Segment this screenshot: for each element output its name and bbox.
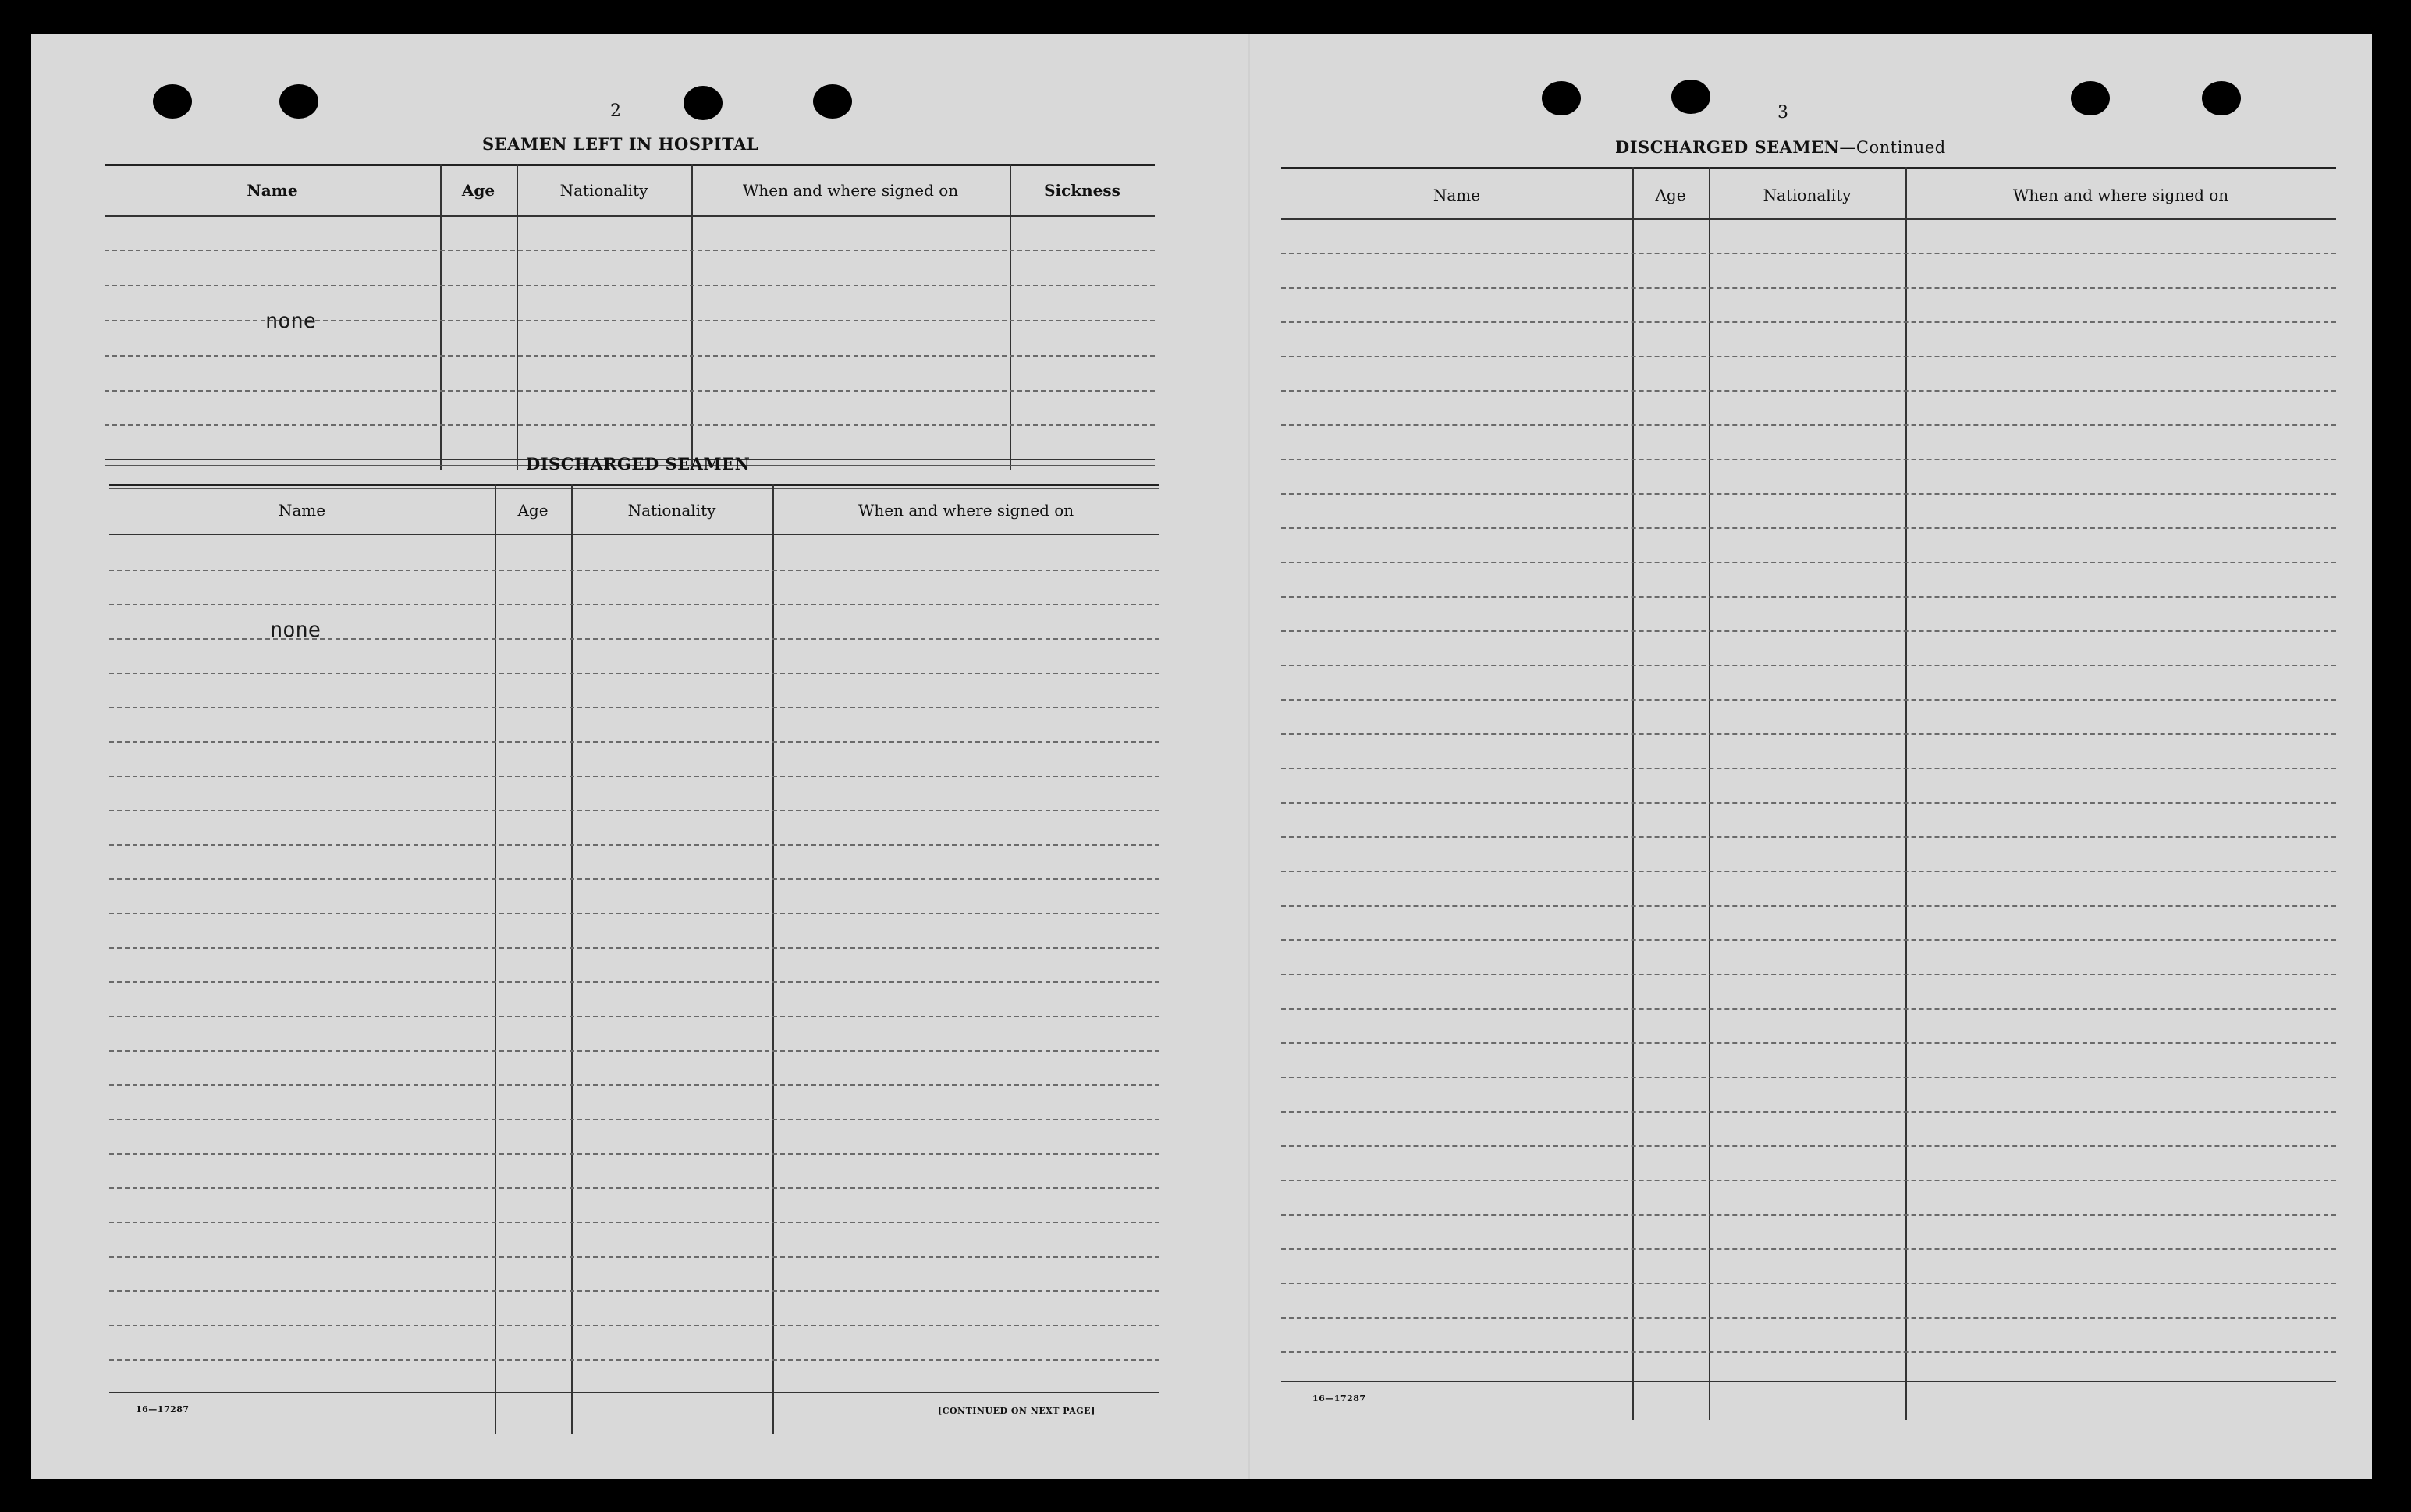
col-header-sickness: Sickness [1044,181,1120,200]
punch-hole [2071,81,2110,115]
form-number-right: 16—17287 [1312,1393,1366,1404]
col-header-signed-on: When and where signed on [858,501,1074,520]
discharged-table-left [109,484,1159,1434]
col-header-nationality: Nationality [559,181,648,200]
discharged-table-right [1281,167,2336,1420]
col-header-signed-on: When and where signed on [742,181,959,200]
hospital-entry: none [265,309,317,333]
col-header-name: Name [247,181,298,200]
page-fold [1248,34,1250,1479]
punch-hole [813,84,852,119]
hospital-section-title: SEAMEN LEFT IN HOSPITAL [482,134,759,154]
discharged-entry: none [270,618,321,642]
form-number-left: 16—17287 [136,1404,190,1414]
punch-hole [1542,81,1581,115]
col-header-signed-on: When and where signed on [2012,186,2229,204]
col-header-nationality: Nationality [627,501,716,520]
title-main: DISCHARGED SEAMEN [1615,137,1840,157]
col-header-age: Age [1655,186,1686,204]
hospital-table [105,164,1155,470]
punch-hole [1671,80,1710,114]
punch-hole [2202,81,2241,115]
col-header-nationality: Nationality [1763,186,1852,204]
col-header-name: Name [278,501,326,520]
col-header-age: Age [461,181,495,200]
discharged-section-title: DISCHARGED SEAMEN [526,454,751,474]
page-number-right: 3 [1777,103,1788,122]
punch-hole [684,86,723,120]
punch-hole [279,84,318,119]
col-header-name: Name [1433,186,1481,204]
page-number-left: 2 [610,101,621,121]
punch-hole [153,84,192,119]
document-sheet [31,34,2372,1479]
discharged-continued-title [1615,137,1946,157]
title-continued: —Continued [1839,138,1946,157]
continued-note: [CONTINUED ON NEXT PAGE] [938,1406,1095,1416]
col-header-age: Age [517,501,549,520]
